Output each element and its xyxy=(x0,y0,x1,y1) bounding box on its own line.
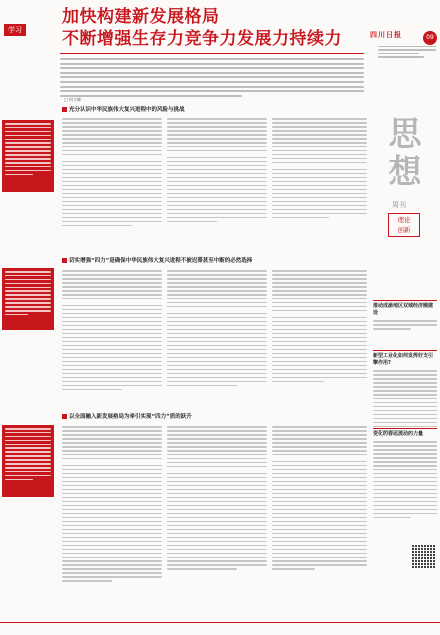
article-column xyxy=(62,118,162,229)
rail-item-3-body xyxy=(373,441,437,518)
section-heading-3 xyxy=(62,413,192,421)
article-column xyxy=(62,270,162,393)
section-marker xyxy=(62,414,67,419)
headline-line-1: 加快构建新发展格局 xyxy=(62,7,220,27)
headline xyxy=(62,6,362,50)
article-column xyxy=(62,426,162,584)
rail-divider xyxy=(373,300,437,301)
article-column xyxy=(272,270,367,385)
rail-item-2-body xyxy=(373,370,437,431)
section-heading-1 xyxy=(62,106,185,114)
page-footer xyxy=(0,622,440,635)
section-title-1: 充分认识中华民族伟大复兴进程中的风险与挑战 xyxy=(69,107,185,113)
section-tag: 学习 xyxy=(4,24,26,36)
page-number: 09 xyxy=(423,31,437,45)
rail-item-2-title: 新型工业化如何发挥好支引擎作用? xyxy=(373,353,434,366)
section-heading-2 xyxy=(62,257,252,265)
section-marker xyxy=(62,107,67,112)
article-column xyxy=(272,426,367,572)
rail-item-1-title: 推动成渝地区双城经济圈建设 xyxy=(373,303,434,316)
headline-divider xyxy=(60,53,364,54)
lead-paragraph xyxy=(60,58,364,96)
article-column xyxy=(167,426,267,572)
rail-item-3-title: 变化的春运流动的力量 xyxy=(373,431,424,437)
rail-item-1[interactable] xyxy=(373,303,437,332)
section-title-2: 切实增强“四力”是确保中华民族伟大复兴进程不被迟滞甚至中断的必然选择 xyxy=(69,258,253,264)
qr-code-pattern xyxy=(412,545,435,568)
sidebar-box-3 xyxy=(2,425,54,497)
rail-item-1-body xyxy=(373,320,437,330)
sidebar-box-1 xyxy=(2,120,54,192)
paper-logo: 四川日报 xyxy=(370,31,402,39)
rail-item-2[interactable] xyxy=(373,353,437,434)
article-column xyxy=(272,118,367,221)
masthead-big-word: 思想 xyxy=(388,114,422,191)
column-badge-line-1: 理论 xyxy=(397,216,411,224)
rail-divider xyxy=(373,350,437,351)
article-column xyxy=(167,118,267,225)
headline-line-2: 不断增强生存力竞争力发展力持续力 xyxy=(62,29,342,49)
article-column xyxy=(167,270,267,389)
rail-divider xyxy=(373,428,437,429)
masthead-meta xyxy=(378,46,436,60)
column-badge xyxy=(388,213,420,237)
section-marker xyxy=(62,258,67,263)
sidebar-box-2 xyxy=(2,268,54,330)
lead-author: □ 何立峰 xyxy=(64,97,82,102)
section-title-3: 以全面融入新发展格局为牵引实现“四力”质的跃升 xyxy=(69,414,192,420)
masthead-sub-word: 周刊 xyxy=(392,201,406,209)
rail-item-3[interactable] xyxy=(373,431,437,521)
column-badge-line-2: 创新 xyxy=(397,226,411,234)
